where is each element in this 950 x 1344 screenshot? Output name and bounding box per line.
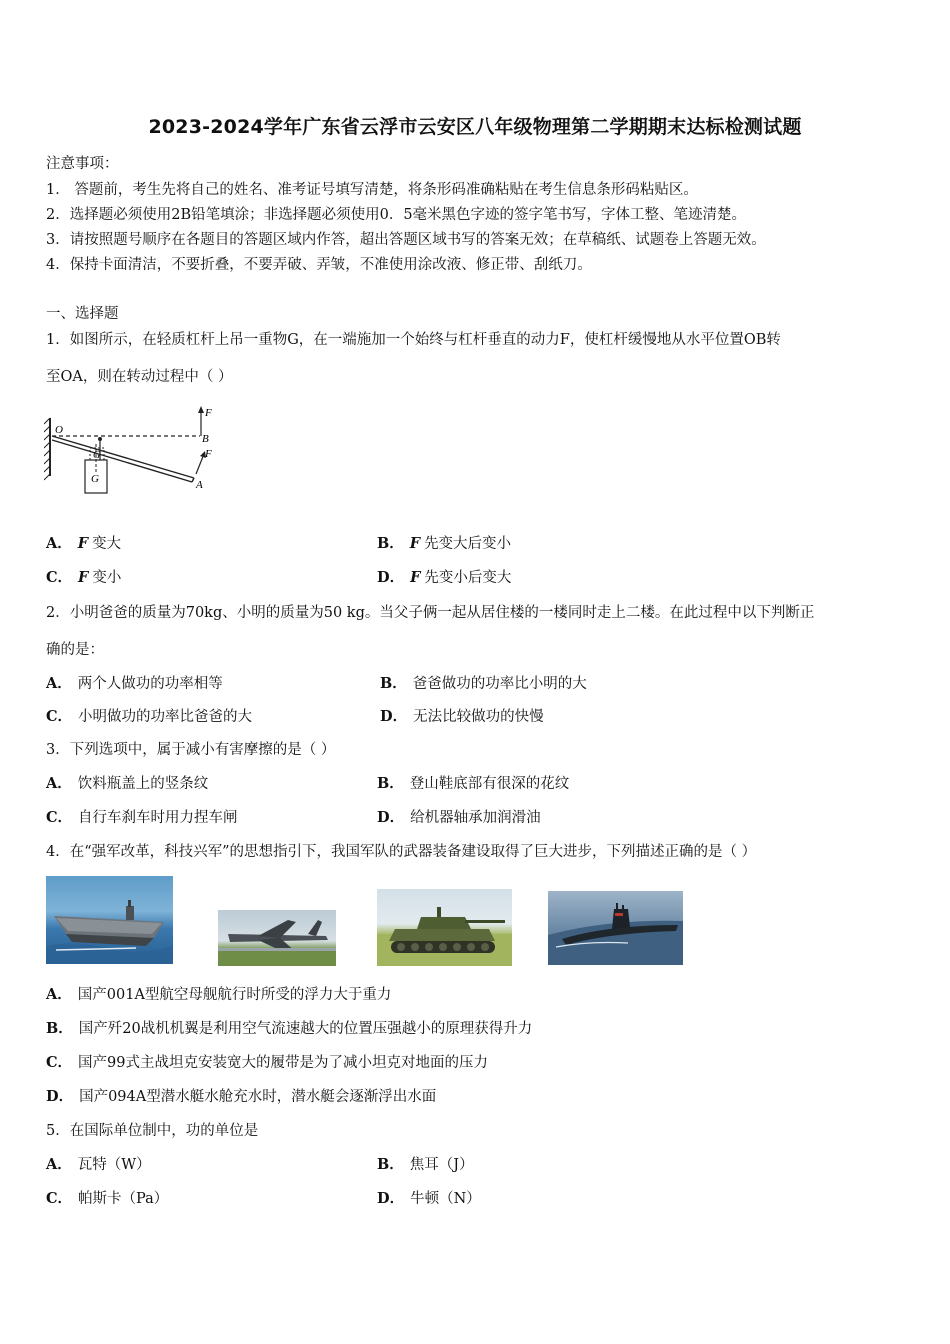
- q2-stem-line2: 确的是：: [46, 642, 104, 658]
- q3-option-a[interactable]: A． 饮料瓶盖上的竖条纹: [46, 775, 209, 792]
- notice-item-4: 4．保持卡面清洁，不要折叠，不要弄破、弄皱，不准使用涂改液、修正带、刮纸刀。: [46, 257, 592, 273]
- q1-option-a[interactable]: A． F 变大: [46, 535, 122, 552]
- q4-option-c[interactable]: C． 国产99式主战坦克安装宽大的履带是为了减小坦克对地面的压力: [46, 1054, 488, 1071]
- q2-option-b[interactable]: B． 爸爸做功的功率比小明的大: [380, 675, 587, 692]
- q1-option-d[interactable]: D． F 先变小后变大: [377, 569, 512, 586]
- q1-stem-line2: 至OA，则在转动过程中（ ）: [46, 369, 233, 385]
- label-g-box: G: [91, 473, 99, 485]
- q1-option-b[interactable]: B． F 先变大后变小: [377, 535, 512, 552]
- label-o: O: [55, 424, 63, 436]
- q4-stem: 4．在“强军改革，科技兴军”的思想指引下，我国军队的武器装备建设取得了巨大进步，下列描述正确的是（ ）: [46, 844, 757, 860]
- label-g-small: G: [93, 450, 101, 461]
- fighter-jet-photo: [218, 910, 336, 966]
- aircraft-carrier-photo: [46, 876, 173, 964]
- q4-option-a[interactable]: A． 国产001A型航空母舰航行时所受的浮力大于重力: [46, 986, 392, 1003]
- q3-option-c[interactable]: C． 自行车刹车时用力捏车闸: [46, 809, 238, 826]
- label-b: B: [202, 433, 209, 445]
- q4-option-b[interactable]: B． 国产歼20战机机翼是利用空气流速越大的位置压强越小的原理获得升力: [46, 1020, 533, 1037]
- submarine-photo: [548, 891, 683, 965]
- q2-option-d[interactable]: D． 无法比较做功的快慢: [380, 708, 544, 725]
- tank-photo: [377, 889, 512, 966]
- q5-option-c[interactable]: C． 帕斯卡（Pa）: [46, 1190, 169, 1207]
- q2-option-a[interactable]: A． 两个人做功的功率相等: [46, 675, 223, 692]
- notice-heading: 注意事项：: [46, 156, 119, 172]
- q3-stem: 3．下列选项中，属于减小有害摩擦的是（ ）: [46, 742, 336, 758]
- notice-item-1: 1． 答题前，考生先将自己的姓名、准考证号填写清楚，将条形码准确粘贴在考生信息条形码粘贴区。: [46, 182, 698, 198]
- q1-option-c[interactable]: C． F 变小: [46, 569, 122, 586]
- q2-stem-line1: 2．小明爸爸的质量为70kg、小明的质量为50 kg。当父子俩一起从居住楼的一楼同时走上二楼。在此过程中以下判断正: [46, 605, 815, 621]
- label-f-top: F: [205, 407, 212, 419]
- q4-option-d[interactable]: D． 国产094A型潜水艇水舱充水时，潜水艇会逐渐浮出水面: [46, 1088, 437, 1105]
- q5-option-a[interactable]: A． 瓦特（W）: [46, 1156, 151, 1173]
- section-heading: 一、选择题: [46, 306, 119, 322]
- q1-stem-line1: 1．如图所示，在轻质杠杆上吊一重物G，在一端施加一个始终与杠杆垂直的动力F，使杠杆缓慢地从水平位置OB转: [46, 332, 781, 348]
- q3-option-d[interactable]: D． 给机器轴承加润滑油: [377, 809, 541, 826]
- notice-item-3: 3．请按照题号顺序在各题目的答题区域内作答，超出答题区域书写的答案无效；在草稿纸、试题卷上答题无效。: [46, 232, 766, 248]
- notice-item-2: 2．选择题必须使用2B铅笔填涂；非选择题必须使用0．5毫米黑色字迹的签字笔书写，字体工整、笔迹清楚。: [46, 207, 747, 223]
- label-f-right: F: [205, 448, 212, 460]
- q2-option-c[interactable]: C． 小明做功的功率比爸爸的大: [46, 708, 253, 725]
- label-a: A: [196, 479, 203, 491]
- q3-option-b[interactable]: B． 登山鞋底部有很深的花纹: [377, 775, 570, 792]
- page-title: 2023-2024学年广东省云浮市云安区八年级物理第二学期期末达标检测试题: [148, 116, 802, 138]
- q5-stem: 5．在国际单位制中，功的单位是: [46, 1123, 259, 1139]
- q5-option-b[interactable]: B． 焦耳（J）: [377, 1156, 474, 1173]
- q5-option-d[interactable]: D． 牛顿（N）: [377, 1190, 481, 1207]
- lever-diagram: [44, 402, 224, 500]
